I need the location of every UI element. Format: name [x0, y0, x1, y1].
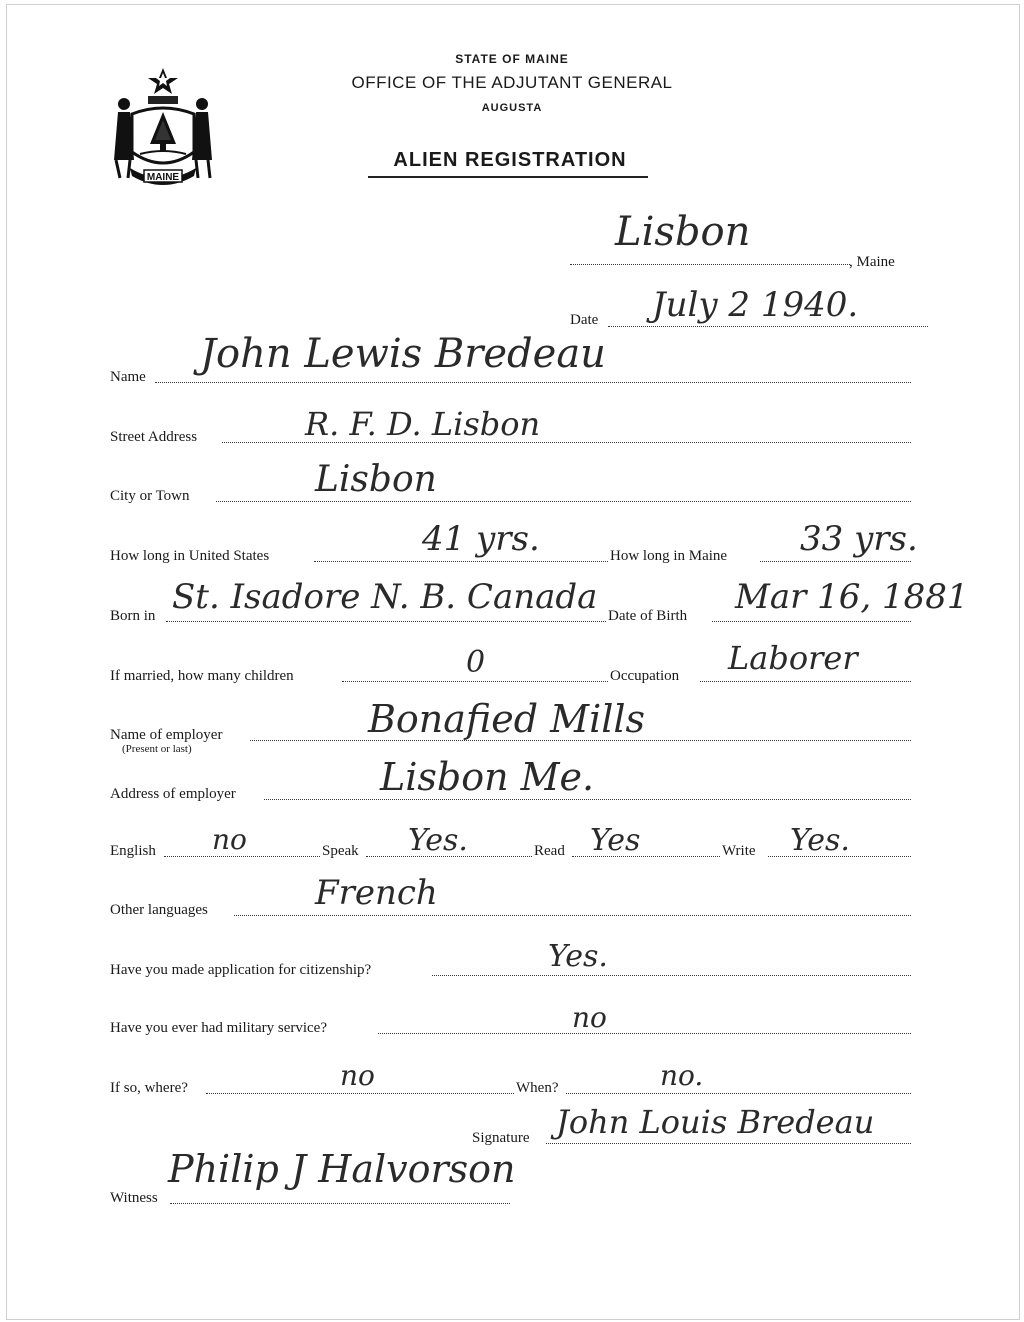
other-languages-label: Other languages	[110, 902, 208, 918]
witness-line	[170, 1203, 510, 1204]
where-value: no	[340, 1059, 375, 1092]
speak-label: Speak	[322, 843, 359, 859]
born-in-label: Born in	[110, 608, 156, 624]
citizenship-line	[432, 975, 911, 976]
when-line	[566, 1093, 911, 1094]
town-value: Lisbon	[615, 209, 751, 255]
children-line	[342, 681, 608, 682]
svg-text:MAINE: MAINE	[146, 172, 180, 183]
how-long-maine-value: 33 yrs.	[800, 519, 918, 559]
other-languages-value: French	[315, 873, 438, 913]
date-of-birth-value: Mar 16, 1881	[735, 577, 969, 617]
name-value: John Lewis Bredeau	[200, 331, 606, 377]
how-long-maine-line	[760, 561, 911, 562]
date-of-birth-line	[712, 621, 911, 622]
occupation-line	[700, 681, 911, 682]
name-line	[155, 382, 911, 383]
military-label: Have you ever had military service?	[110, 1020, 327, 1036]
state-heading: STATE OF MAINE	[455, 52, 569, 66]
date-line	[608, 326, 928, 327]
employer-address-label: Address of employer	[110, 786, 236, 802]
write-label: Write	[722, 843, 756, 859]
occupation-label: Occupation	[610, 668, 680, 684]
title-underline	[368, 176, 648, 178]
state-seal-icon	[110, 64, 216, 190]
employer-address-line	[264, 799, 911, 800]
where-line	[206, 1093, 514, 1094]
children-label: If married, how many children	[110, 668, 294, 684]
other-languages-line	[234, 915, 911, 916]
employer-value: Bonafied Mills	[368, 697, 646, 741]
how-long-maine-label: How long in Maine	[610, 548, 728, 564]
office-heading: OFFICE OF THE ADJUTANT GENERAL	[351, 73, 673, 92]
date-label: Date	[570, 312, 599, 328]
military-line	[378, 1033, 911, 1034]
citizenship-label: Have you made application for citizenship?	[110, 962, 372, 978]
military-value: no	[572, 1001, 607, 1034]
how-long-us-value: 41 yrs.	[422, 519, 540, 559]
read-value: Yes	[590, 823, 641, 858]
street-label: Street Address	[110, 429, 198, 445]
how-long-us-label: How long in United States	[110, 548, 270, 564]
date-of-birth-label: Date of Birth	[608, 608, 688, 624]
maine-label: , Maine	[849, 254, 895, 270]
city-value: Lisbon	[315, 459, 437, 500]
how-long-us-line	[314, 561, 608, 562]
occupation-value: Laborer	[728, 639, 858, 677]
town-line	[570, 264, 850, 265]
when-value: no.	[660, 1059, 704, 1092]
citizenship-value: Yes.	[548, 939, 608, 974]
english-value: no	[212, 823, 247, 856]
employer-sublabel: (Present or last)	[122, 743, 192, 755]
english-line	[164, 856, 320, 857]
street-value: R. F. D. Lisbon	[305, 405, 541, 443]
employer-address-value: Lisbon Me.	[380, 755, 595, 799]
city-line	[216, 501, 911, 502]
signature-line	[546, 1143, 911, 1144]
form-title: ALIEN REGISTRATION	[393, 149, 627, 171]
where-label: If so, where?	[110, 1080, 188, 1096]
witness-value: Philip J Halvorson	[168, 1147, 516, 1191]
read-label: Read	[534, 843, 565, 859]
signature-label: Signature	[472, 1130, 530, 1146]
children-value: 0	[466, 645, 486, 680]
witness-label: Witness	[110, 1190, 158, 1206]
city-label: City or Town	[110, 488, 190, 504]
city-heading: AUGUSTA	[481, 102, 543, 114]
when-label: When?	[516, 1080, 559, 1096]
employer-label: Name of employer	[110, 727, 223, 743]
born-in-value: St. Isadore N. B. Canada	[172, 577, 598, 617]
name-label: Name	[110, 369, 146, 385]
date-value: July 2 1940.	[652, 285, 859, 325]
signature-value: John Louis Bredeau	[556, 1103, 875, 1141]
born-in-line	[166, 621, 606, 622]
speak-value: Yes.	[408, 823, 468, 858]
english-label: English	[110, 843, 156, 859]
write-value: Yes.	[790, 823, 850, 858]
